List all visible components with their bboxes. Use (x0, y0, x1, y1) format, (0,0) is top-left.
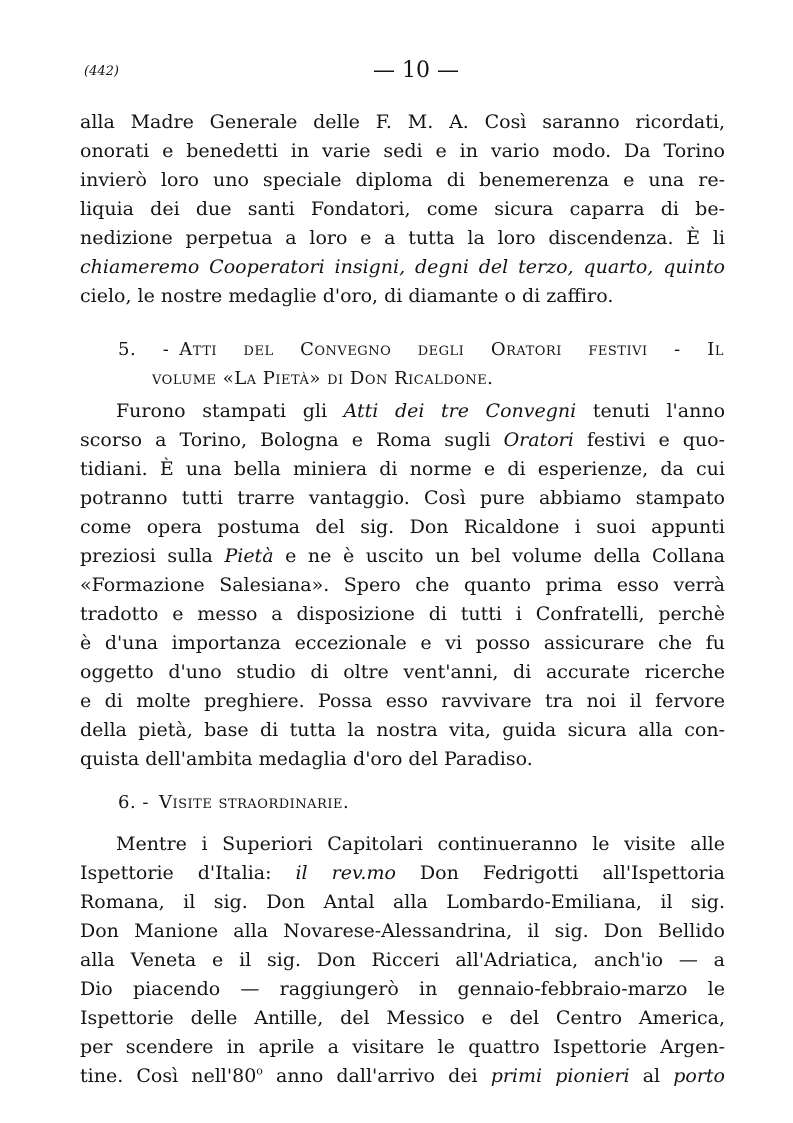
section-title: Visite straordinarie. (158, 792, 350, 813)
text-line (80, 253, 725, 282)
text-run: e ne è uscito un bel volume della Collana (273, 545, 726, 567)
text-line: Ispettorie delle Antille, del Messico e del Centro America, (80, 1007, 725, 1029)
section-number: 6. - (118, 792, 149, 813)
text-line: nedizione perpetua a loro e a tutta la loro discendenza. È li (80, 227, 725, 249)
text-run: tenuti l'anno (576, 400, 726, 422)
page-header (84, 58, 724, 88)
paragraph-3 (80, 830, 725, 1091)
text-run: festivi e quo- (573, 429, 726, 451)
section-title: volume «La Pietà» di Don Ricaldone. (152, 368, 494, 389)
text-line: è d'una importanza eccezionale e vi posso assicurare che fu (80, 632, 725, 654)
text-line: onorati e benedetti in varie sedi e in vario modo. Da Torino (80, 140, 725, 162)
text-run: preziosi sulla (80, 545, 225, 567)
italic-run: il rev.mo (295, 862, 396, 884)
text-line (80, 426, 725, 455)
text-line: Romana, il sig. Don Antal alla Lombardo-Emiliana, il sig. (80, 891, 725, 913)
heading-line (118, 788, 724, 817)
text-line: alla Madre Generale delle F. M. A. Così saranno ricordati, (80, 111, 725, 133)
italic-run: Atti dei tre Convegni (343, 400, 577, 422)
text-line: Mentre i Superiori Capitolari continueranno le visite alle (116, 833, 725, 855)
italic-run: chiameremo Cooperatori insigni, degni del terzo, quarto, quinto (80, 256, 725, 278)
text-line: della pietà, base di tutta la nostra vita, guida sicura alla con- (80, 719, 725, 741)
paragraph-1 (80, 108, 725, 311)
section-6-heading (118, 788, 724, 817)
text-line: liquia dei due santi Fondatori, come sicura caparra di be- (80, 198, 725, 220)
text-line: tidiani. È una bella miniera di norme e di esperienze, da cui (80, 458, 725, 480)
italic-run: Pietà (224, 545, 274, 567)
text-run: al (629, 1065, 674, 1087)
text-line (80, 542, 725, 571)
text-line: «Formazione Salesiana». Spero che quanto prima esso verrà (80, 574, 725, 596)
italic-run: Oratori (503, 429, 574, 451)
text-line: cielo, le nostre medaglie d'oro, di diamante o di zaffiro. (80, 285, 614, 307)
section-title: Atti del Convegno degli Oratori festivi - Il (179, 339, 724, 360)
text-run: tine. Così nell'80 (80, 1065, 257, 1087)
text-run: scorso a Torino, Bologna e Roma sugli (80, 429, 504, 451)
text-run: Ispettorie d'Italia: (80, 862, 296, 884)
heading-line (118, 364, 724, 393)
text-line: invierò loro uno speciale diploma di benemerenza e una re- (80, 169, 725, 191)
page-number: — 10 — (373, 58, 459, 83)
text-line: quista dell'ambita medaglia d'oro del Paradiso. (80, 748, 533, 770)
text-run: anno dall'arrivo dei (262, 1065, 491, 1087)
text-run: Furono stampati gli (116, 400, 344, 422)
paragraph-2 (80, 397, 725, 774)
heading-line (118, 335, 724, 364)
text-line (80, 859, 725, 888)
text-line: per scendere in aprile a visitare le quattro Ispettorie Argen- (80, 1036, 725, 1058)
text-line: alla Veneta e il sig. Don Ricceri all'Adriatica, anch'io — a (80, 949, 725, 971)
text-line: oggetto d'uno studio di oltre vent'anni, di accurate ricerche (80, 661, 725, 683)
text-line: Don Manione alla Novarese-Alessandrina, il sig. Don Bellido (80, 920, 725, 942)
text-line (80, 1062, 725, 1091)
section-number: 5. - (118, 339, 170, 360)
text-line (80, 397, 725, 426)
italic-run: porto (673, 1065, 725, 1087)
superscript: o (256, 1064, 263, 1078)
text-line: Dio piacendo — raggiungerò in gennaio-febbraio-marzo le (80, 978, 725, 1000)
text-line: e di molte preghiere. Possa esso ravvivare tra noi il fervore (80, 690, 725, 712)
page-reference: (442) (84, 64, 119, 79)
section-5-heading (118, 335, 724, 393)
text-line: come opera postuma del sig. Don Ricaldone i suoi appunti (80, 516, 725, 538)
text-line: potranno tutti trarre vantaggio. Così pure abbiamo stampato (80, 487, 725, 509)
text-line: tradotto e messo a disposizione di tutti i Confratelli, perchè (80, 603, 725, 625)
italic-run: primi pionieri (490, 1065, 630, 1087)
text-run: Don Fedrigotti all'Ispettoria (395, 862, 725, 884)
